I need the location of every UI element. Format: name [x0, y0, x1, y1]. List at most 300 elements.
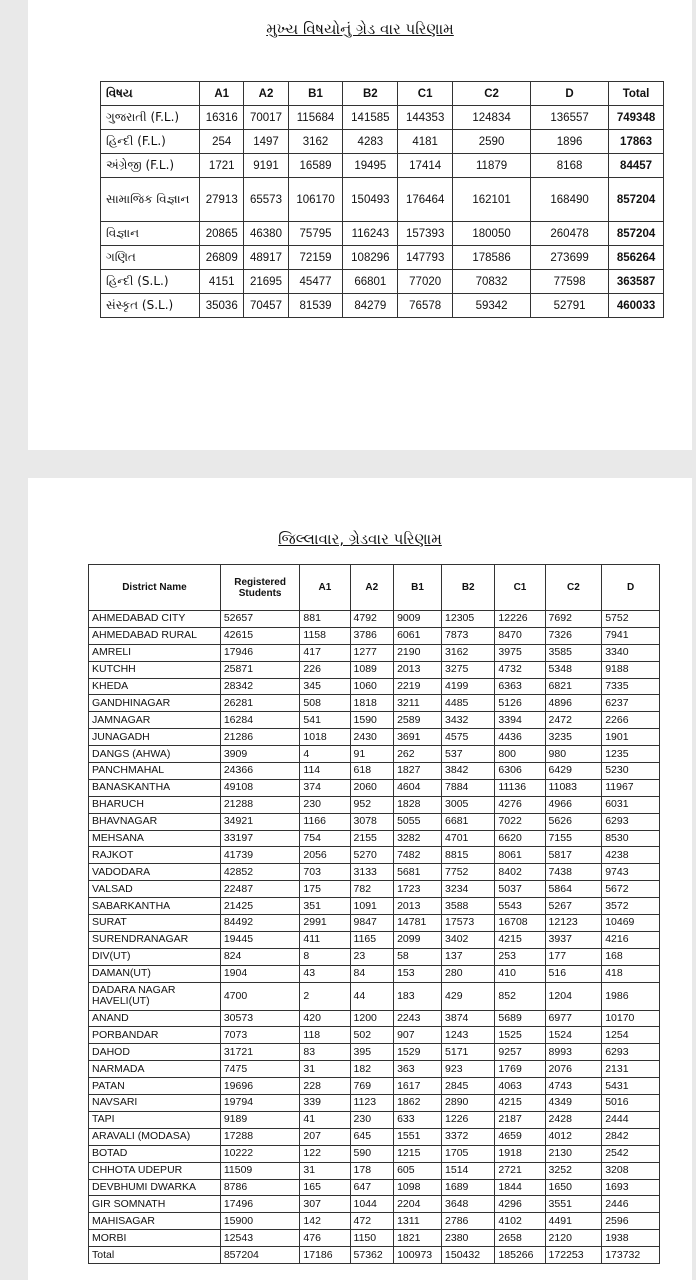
grade-count: 2266 — [602, 712, 660, 729]
grade-count: 84457 — [609, 154, 664, 178]
district-name: VADODARA — [89, 864, 221, 881]
grade-count: 273699 — [531, 246, 609, 270]
grade-count: 165 — [300, 1179, 350, 1196]
grade-count: 280 — [442, 965, 495, 982]
grade-count: 59342 — [453, 294, 531, 318]
grade-count: 41 — [300, 1111, 350, 1128]
table-row — [89, 1128, 660, 1145]
grade-count: 1904 — [220, 965, 300, 982]
grade-count: 5681 — [394, 864, 442, 881]
grade-count: 2056 — [300, 847, 350, 864]
grade-count: 1150 — [350, 1230, 394, 1247]
grade-count: 178 — [350, 1162, 394, 1179]
subject-name: ગુજરાતી (F.L.) — [101, 106, 200, 130]
grade-count: 1235 — [602, 746, 660, 763]
grade-count: 3275 — [442, 661, 495, 678]
table-row — [89, 661, 660, 678]
grade-count: 1590 — [350, 712, 394, 729]
grade-count: 1693 — [602, 1179, 660, 1196]
grade-count: 4238 — [602, 847, 660, 864]
grade-count: 25871 — [220, 661, 300, 678]
header-cell: A2 — [350, 565, 394, 611]
grade-count: 1844 — [495, 1179, 545, 1196]
grade-count: 6306 — [495, 763, 545, 780]
grade-count: 647 — [350, 1179, 394, 1196]
district-name: BOTAD — [89, 1145, 221, 1162]
grade-count: 21286 — [220, 729, 300, 746]
grade-count: 4896 — [545, 695, 602, 712]
grade-count: 168490 — [531, 178, 609, 222]
grade-count: 952 — [350, 796, 394, 813]
grade-count: 5626 — [545, 813, 602, 830]
district-name: TAPI — [89, 1111, 221, 1128]
grade-count: 106170 — [288, 178, 343, 222]
table-row — [89, 779, 660, 796]
grade-count: 162101 — [453, 178, 531, 222]
header-cell: C2 — [545, 565, 602, 611]
grade-count: 49108 — [220, 779, 300, 796]
grade-count: 1277 — [350, 644, 394, 661]
grade-count: 173732 — [602, 1247, 660, 1264]
district-name: DANGS (AHWA) — [89, 746, 221, 763]
grade-count: 4575 — [442, 729, 495, 746]
grade-count: 114 — [300, 763, 350, 780]
grade-count: 351 — [300, 898, 350, 915]
grade-count: 31 — [300, 1162, 350, 1179]
district-name: DEVBHUMI DWARKA — [89, 1179, 221, 1196]
grade-count: 1828 — [394, 796, 442, 813]
district-name: SURENDRANAGAR — [89, 931, 221, 948]
grade-count: 3234 — [442, 881, 495, 898]
grade-count: 11967 — [602, 779, 660, 796]
grade-count: 11136 — [495, 779, 545, 796]
district-name: AHMEDABAD CITY — [89, 611, 221, 628]
grade-count: 124834 — [453, 106, 531, 130]
grade-count: 2845 — [442, 1078, 495, 1095]
grade-count: 4216 — [602, 931, 660, 948]
grade-count: 34921 — [220, 813, 300, 830]
grade-count: 2721 — [495, 1162, 545, 1179]
grade-count: 7482 — [394, 847, 442, 864]
grade-count: 1769 — [495, 1061, 545, 1078]
grade-count: 1098 — [394, 1179, 442, 1196]
grade-count: 1018 — [300, 729, 350, 746]
grade-count: 17288 — [220, 1128, 300, 1145]
grade-count: 980 — [545, 746, 602, 763]
grade-count: 52791 — [531, 294, 609, 318]
grade-count: 3572 — [602, 898, 660, 915]
grade-count: 5672 — [602, 881, 660, 898]
header-cell: A1 — [200, 82, 244, 106]
district-name: JAMNAGAR — [89, 712, 221, 729]
grade-count: 881 — [300, 611, 350, 628]
header-cell: B1 — [394, 565, 442, 611]
grade-count: 3208 — [602, 1162, 660, 1179]
header-cell: B1 — [288, 82, 343, 106]
grade-count: 1986 — [602, 982, 660, 1010]
table-row — [89, 847, 660, 864]
table-row — [89, 796, 660, 813]
grade-count: 70457 — [244, 294, 288, 318]
district-name: ANAND — [89, 1010, 221, 1027]
grade-count: 172253 — [545, 1247, 602, 1264]
grade-count: 5016 — [602, 1095, 660, 1112]
grade-count: 3162 — [288, 130, 343, 154]
grade-count: 33197 — [220, 830, 300, 847]
grade-count: 5689 — [495, 1010, 545, 1027]
district-name: ARAVALI (MODASA) — [89, 1128, 221, 1145]
subject-name: સંસ્કૃત (S.L.) — [101, 294, 200, 318]
grade-count: 2890 — [442, 1095, 495, 1112]
grade-count: 857204 — [609, 178, 664, 222]
table-row — [89, 611, 660, 628]
grade-count: 5267 — [545, 898, 602, 915]
grade-count: 3648 — [442, 1196, 495, 1213]
grade-count: 12226 — [495, 611, 545, 628]
district-name: SABARKANTHA — [89, 898, 221, 915]
grade-count: 4966 — [545, 796, 602, 813]
grade-count: 12543 — [220, 1230, 300, 1247]
grade-count: 856264 — [609, 246, 664, 270]
district-name: DAMAN(UT) — [89, 965, 221, 982]
grade-count: 2658 — [495, 1230, 545, 1247]
table-row — [101, 222, 664, 246]
grade-count: 3585 — [545, 644, 602, 661]
grade-count: 2190 — [394, 644, 442, 661]
district-name: AHMEDABAD RURAL — [89, 627, 221, 644]
grade-count: 65573 — [244, 178, 288, 222]
district-name: GIR SOMNATH — [89, 1196, 221, 1213]
district-name: RAJKOT — [89, 847, 221, 864]
grade-count: 52657 — [220, 611, 300, 628]
grade-count: 9257 — [495, 1044, 545, 1061]
grade-count: 1617 — [394, 1078, 442, 1095]
header-cell: Registered Students — [220, 565, 300, 611]
grade-count: 345 — [300, 678, 350, 695]
grade-count: 175 — [300, 881, 350, 898]
grade-count: 1827 — [394, 763, 442, 780]
grade-count: 1166 — [300, 813, 350, 830]
table-row — [89, 931, 660, 948]
grade-count: 857204 — [220, 1247, 300, 1264]
table-row — [89, 830, 660, 847]
grade-count: 31721 — [220, 1044, 300, 1061]
grade-count: 14781 — [394, 915, 442, 932]
grade-count: 2596 — [602, 1213, 660, 1230]
grade-count: 2219 — [394, 678, 442, 695]
grade-count: 7335 — [602, 678, 660, 695]
grade-count: 2076 — [545, 1061, 602, 1078]
grade-count: 2060 — [350, 779, 394, 796]
grade-count: 4485 — [442, 695, 495, 712]
table-row — [89, 1078, 660, 1095]
grade-count: 7884 — [442, 779, 495, 796]
grade-count: 5817 — [545, 847, 602, 864]
grade-count: 3874 — [442, 1010, 495, 1027]
grade-count: 8470 — [495, 627, 545, 644]
grade-count: 144353 — [398, 106, 453, 130]
grade-count: 907 — [394, 1027, 442, 1044]
grade-count: 605 — [394, 1162, 442, 1179]
grade-count: 420 — [300, 1010, 350, 1027]
grade-count: 4604 — [394, 779, 442, 796]
grade-count: 17186 — [300, 1247, 350, 1264]
table-row — [101, 294, 664, 318]
grade-count: 645 — [350, 1128, 394, 1145]
grade-count: 6821 — [545, 678, 602, 695]
grade-count: 44 — [350, 982, 394, 1010]
grade-count: 923 — [442, 1061, 495, 1078]
grade-count: 5171 — [442, 1044, 495, 1061]
district-name: JUNAGADH — [89, 729, 221, 746]
grade-count: 1165 — [350, 931, 394, 948]
table-row — [89, 965, 660, 982]
grade-count: 5348 — [545, 661, 602, 678]
grade-count: 254 — [200, 130, 244, 154]
grade-count: 1721 — [200, 154, 244, 178]
district-name: CHHOTA UDEPUR — [89, 1162, 221, 1179]
grade-count: 45477 — [288, 270, 343, 294]
grade-count: 537 — [442, 746, 495, 763]
grade-count: 339 — [300, 1095, 350, 1112]
grade-count: 6681 — [442, 813, 495, 830]
grade-count: 21695 — [244, 270, 288, 294]
table-row — [89, 1044, 660, 1061]
grade-count: 262 — [394, 746, 442, 763]
grade-count: 7692 — [545, 611, 602, 628]
grade-count: 2 — [300, 982, 350, 1010]
subject-name: હિન્દી (S.L.) — [101, 270, 200, 294]
grade-count: 472 — [350, 1213, 394, 1230]
grade-count: 2131 — [602, 1061, 660, 1078]
grade-count: 17946 — [220, 644, 300, 661]
grade-count: 185266 — [495, 1247, 545, 1264]
grade-count: 11509 — [220, 1162, 300, 1179]
grade-count: 15900 — [220, 1213, 300, 1230]
grade-count: 363587 — [609, 270, 664, 294]
grade-count: 46380 — [244, 222, 288, 246]
grade-count: 2013 — [394, 661, 442, 678]
table-row — [89, 1061, 660, 1078]
district-name: VALSAD — [89, 881, 221, 898]
subject-name: સામાજિક વિજ્ઞાન — [101, 178, 200, 222]
subject-name: વિજ્ઞાન — [101, 222, 200, 246]
grade-count: 4491 — [545, 1213, 602, 1230]
district-results-title: જિલ્લાવાર, ગ્રેડવાર પરિણામ — [278, 530, 442, 548]
grade-count: 20865 — [200, 222, 244, 246]
district-name: NARMADA — [89, 1061, 221, 1078]
table-row — [89, 948, 660, 965]
grade-count: 83 — [300, 1044, 350, 1061]
grade-count: 21425 — [220, 898, 300, 915]
grade-count: 6061 — [394, 627, 442, 644]
grade-count: 7326 — [545, 627, 602, 644]
grade-count: 5037 — [495, 881, 545, 898]
grade-count: 16316 — [200, 106, 244, 130]
grade-count: 43 — [300, 965, 350, 982]
subject-results-title: મુખ્ય વિષયોનું ગ્રેડ વાર પરિણામ — [266, 20, 454, 38]
grade-count: 153 — [394, 965, 442, 982]
grade-count: 782 — [350, 881, 394, 898]
grade-count: 150432 — [442, 1247, 495, 1264]
grade-count: 230 — [350, 1111, 394, 1128]
table-row — [101, 106, 664, 130]
district-name: MAHISAGAR — [89, 1213, 221, 1230]
grade-count: 703 — [300, 864, 350, 881]
grade-count: 2120 — [545, 1230, 602, 1247]
grade-count: 8 — [300, 948, 350, 965]
grade-count: 28342 — [220, 678, 300, 695]
table-row — [89, 1162, 660, 1179]
grade-count: 4102 — [495, 1213, 545, 1230]
grade-count: 3372 — [442, 1128, 495, 1145]
district-name: DIV(UT) — [89, 948, 221, 965]
grade-count: 1901 — [602, 729, 660, 746]
grade-count: 4199 — [442, 678, 495, 695]
grade-count: 4283 — [343, 130, 398, 154]
grade-count: 754 — [300, 830, 350, 847]
grade-count: 122 — [300, 1145, 350, 1162]
grade-count: 19794 — [220, 1095, 300, 1112]
grade-count: 66801 — [343, 270, 398, 294]
district-name: DADARA NAGAR HAVELI(UT) — [89, 982, 221, 1010]
grade-count: 3078 — [350, 813, 394, 830]
grade-count: 6363 — [495, 678, 545, 695]
grade-count: 48917 — [244, 246, 288, 270]
grade-count: 180050 — [453, 222, 531, 246]
grade-count: 147793 — [398, 246, 453, 270]
grade-count: 1723 — [394, 881, 442, 898]
grade-count: 3394 — [495, 712, 545, 729]
grade-count: 2099 — [394, 931, 442, 948]
header-cell: A2 — [244, 82, 288, 106]
grade-count: 3432 — [442, 712, 495, 729]
grade-count: 824 — [220, 948, 300, 965]
grade-count: 2155 — [350, 830, 394, 847]
grade-count: 5270 — [350, 847, 394, 864]
grade-count: 3975 — [495, 644, 545, 661]
grade-count: 395 — [350, 1044, 394, 1061]
grade-count: 118 — [300, 1027, 350, 1044]
grade-count: 5543 — [495, 898, 545, 915]
grade-count: 417 — [300, 644, 350, 661]
grade-count: 4743 — [545, 1078, 602, 1095]
grade-count: 11879 — [453, 154, 531, 178]
grade-count: 16284 — [220, 712, 300, 729]
grade-count: 8168 — [531, 154, 609, 178]
table-row — [89, 627, 660, 644]
grade-count: 4296 — [495, 1196, 545, 1213]
district-table-header — [89, 565, 660, 611]
grade-count: 26281 — [220, 695, 300, 712]
grade-count: 1524 — [545, 1027, 602, 1044]
district-name: AMRELI — [89, 644, 221, 661]
header-cell: A1 — [300, 565, 350, 611]
grade-count: 84492 — [220, 915, 300, 932]
grade-count: 141585 — [343, 106, 398, 130]
table-row — [89, 678, 660, 695]
grade-count: 58 — [394, 948, 442, 965]
grade-count: 2430 — [350, 729, 394, 746]
grade-count: 2786 — [442, 1213, 495, 1230]
grade-count: 1200 — [350, 1010, 394, 1027]
table-row — [89, 982, 660, 1010]
grade-count: 176464 — [398, 178, 453, 222]
grade-count: 24366 — [220, 763, 300, 780]
subject-name: ગણિત — [101, 246, 200, 270]
grade-count: 72159 — [288, 246, 343, 270]
grade-count: 1514 — [442, 1162, 495, 1179]
grade-count: 4701 — [442, 830, 495, 847]
district-name: BHAVNAGAR — [89, 813, 221, 830]
grade-count: 4659 — [495, 1128, 545, 1145]
grade-count: 9743 — [602, 864, 660, 881]
table-row — [89, 1213, 660, 1230]
grade-count: 1158 — [300, 627, 350, 644]
grade-count: 10170 — [602, 1010, 660, 1027]
grade-count: 2590 — [453, 130, 531, 154]
table-row — [89, 746, 660, 763]
grade-count: 3691 — [394, 729, 442, 746]
grade-count: 516 — [545, 965, 602, 982]
grade-count: 183 — [394, 982, 442, 1010]
grade-count: 4792 — [350, 611, 394, 628]
grade-count: 4700 — [220, 982, 300, 1010]
grade-count: 3588 — [442, 898, 495, 915]
grade-count: 30573 — [220, 1010, 300, 1027]
grade-count: 1089 — [350, 661, 394, 678]
grade-count: 75795 — [288, 222, 343, 246]
grade-count: 19445 — [220, 931, 300, 948]
grade-count: 207 — [300, 1128, 350, 1145]
grade-count: 57362 — [350, 1247, 394, 1264]
page-two — [28, 478, 692, 1280]
district-name: KUTCHH — [89, 661, 221, 678]
grade-count: 70832 — [453, 270, 531, 294]
grade-count: 76578 — [398, 294, 453, 318]
grade-count: 6293 — [602, 1044, 660, 1061]
table-row — [89, 1095, 660, 1112]
grade-count: 2013 — [394, 898, 442, 915]
grade-count: 41739 — [220, 847, 300, 864]
grade-count: 226 — [300, 661, 350, 678]
district-name: PORBANDAR — [89, 1027, 221, 1044]
grade-count: 5752 — [602, 611, 660, 628]
grade-count: 4215 — [495, 1095, 545, 1112]
table-row — [89, 1010, 660, 1027]
grade-count: 508 — [300, 695, 350, 712]
grade-count: 1821 — [394, 1230, 442, 1247]
header-cell: Total — [609, 82, 664, 106]
grade-count: 9188 — [602, 661, 660, 678]
grade-count: 77020 — [398, 270, 453, 294]
grade-count: 6977 — [545, 1010, 602, 1027]
grade-count: 4215 — [495, 931, 545, 948]
grade-count: 7022 — [495, 813, 545, 830]
grade-count: 1091 — [350, 898, 394, 915]
district-name: MEHSANA — [89, 830, 221, 847]
grade-count: 2130 — [545, 1145, 602, 1162]
district-name: PANCHMAHAL — [89, 763, 221, 780]
grade-count: 3937 — [545, 931, 602, 948]
grade-count: 150493 — [343, 178, 398, 222]
grade-count: 3340 — [602, 644, 660, 661]
grade-count: 3162 — [442, 644, 495, 661]
grade-count: 1215 — [394, 1145, 442, 1162]
grade-count: 1551 — [394, 1128, 442, 1145]
grade-count: 1311 — [394, 1213, 442, 1230]
grade-count: 2991 — [300, 915, 350, 932]
